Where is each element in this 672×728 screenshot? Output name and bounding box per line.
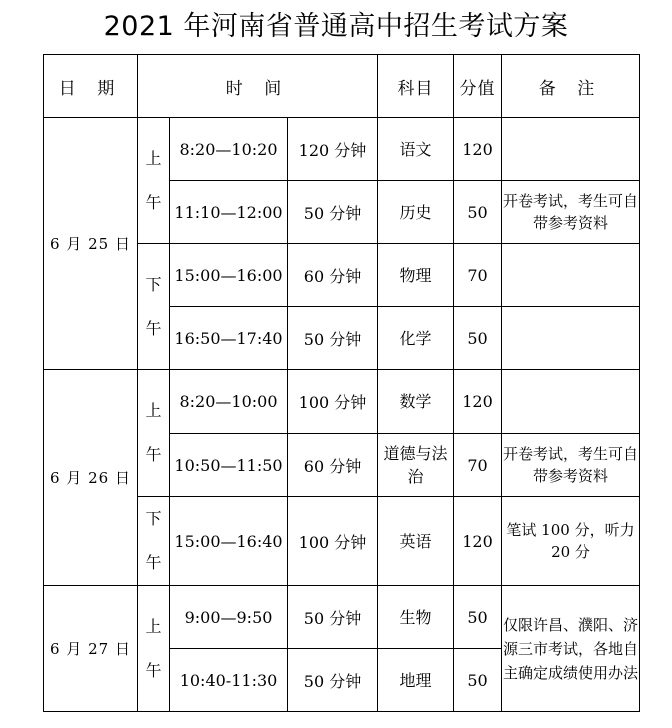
- time-cell: 8:20—10:20: [170, 118, 288, 181]
- time-cell: 8:20—10:00: [170, 370, 288, 434]
- duration-cell: 100 分钟: [288, 497, 378, 586]
- time-cell: 10:40-11:30: [170, 649, 288, 712]
- score-cell: 50: [454, 649, 502, 712]
- date-cell: 6 月 26 日: [44, 370, 138, 586]
- time-cell: 9:00—9:50: [170, 586, 288, 649]
- duration-cell: 120 分钟: [288, 118, 378, 181]
- period-morning: 上 午: [138, 370, 170, 497]
- duration-cell: 50 分钟: [288, 307, 378, 370]
- duration-cell: 50 分钟: [288, 181, 378, 244]
- note-cell: [502, 370, 640, 434]
- duration-cell: 60 分钟: [288, 244, 378, 307]
- time-cell: 11:10—12:00: [170, 181, 288, 244]
- header-subject: 科目: [378, 55, 454, 118]
- page-title: 2021 年河南省普通高中招生考试方案: [103, 11, 569, 42]
- duration-cell: 60 分钟: [288, 434, 378, 497]
- time-cell: 15:00—16:00: [170, 244, 288, 307]
- time-cell: 15:00—16:40: [170, 497, 288, 586]
- score-cell: 70: [454, 434, 502, 497]
- note-cell: 开卷考试，考生可自带参考资料: [502, 434, 640, 497]
- note-cell: [502, 118, 640, 181]
- subject-cell: 历史: [378, 181, 454, 244]
- header-score: 分值: [454, 55, 502, 118]
- subject-cell: 数学: [378, 370, 454, 434]
- subject-cell: 化学: [378, 307, 454, 370]
- duration-cell: 50 分钟: [288, 649, 378, 712]
- period-morning: 上 午: [138, 586, 170, 712]
- table-row: [44, 370, 640, 434]
- subject-cell: 道德与法治: [378, 434, 454, 497]
- subject-cell: 物理: [378, 244, 454, 307]
- date-cell: 6 月 27 日: [44, 586, 138, 712]
- score-cell: 120: [454, 118, 502, 181]
- score-cell: 120: [454, 497, 502, 586]
- duration-cell: 100 分钟: [288, 370, 378, 434]
- score-cell: 120: [454, 370, 502, 434]
- table-row: [44, 118, 640, 181]
- score-cell: 50: [454, 181, 502, 244]
- header-notes: 备 注: [502, 55, 640, 118]
- period-afternoon: 下 午: [138, 244, 170, 370]
- note-cell: 笔试 100 分，听力 20 分: [502, 497, 640, 586]
- header-time: 时 间: [138, 55, 378, 118]
- subject-cell: 生物: [378, 586, 454, 649]
- note-cell: 开卷考试，考生可自带参考资料: [502, 181, 640, 244]
- period-afternoon: 下 午: [138, 497, 170, 586]
- note-cell: [502, 307, 640, 370]
- date-cell: 6 月 25 日: [44, 118, 138, 370]
- header-row: [44, 55, 640, 118]
- time-cell: 10:50—11:50: [170, 434, 288, 497]
- subject-cell: 英语: [378, 497, 454, 586]
- duration-cell: 50 分钟: [288, 586, 378, 649]
- table-row: [44, 586, 640, 649]
- subject-cell: 语文: [378, 118, 454, 181]
- subject-cell: 地理: [378, 649, 454, 712]
- time-cell: 16:50—17:40: [170, 307, 288, 370]
- header-date: 日 期: [44, 55, 138, 118]
- note-cell: [502, 244, 640, 307]
- note-cell: 仅限许昌、濮阳、济源三市考试，各地自主确定成绩使用办法: [502, 586, 640, 712]
- period-morning: 上 午: [138, 118, 170, 244]
- exam-schedule-table: [43, 54, 640, 712]
- score-cell: 50: [454, 586, 502, 649]
- score-cell: 70: [454, 244, 502, 307]
- score-cell: 50: [454, 307, 502, 370]
